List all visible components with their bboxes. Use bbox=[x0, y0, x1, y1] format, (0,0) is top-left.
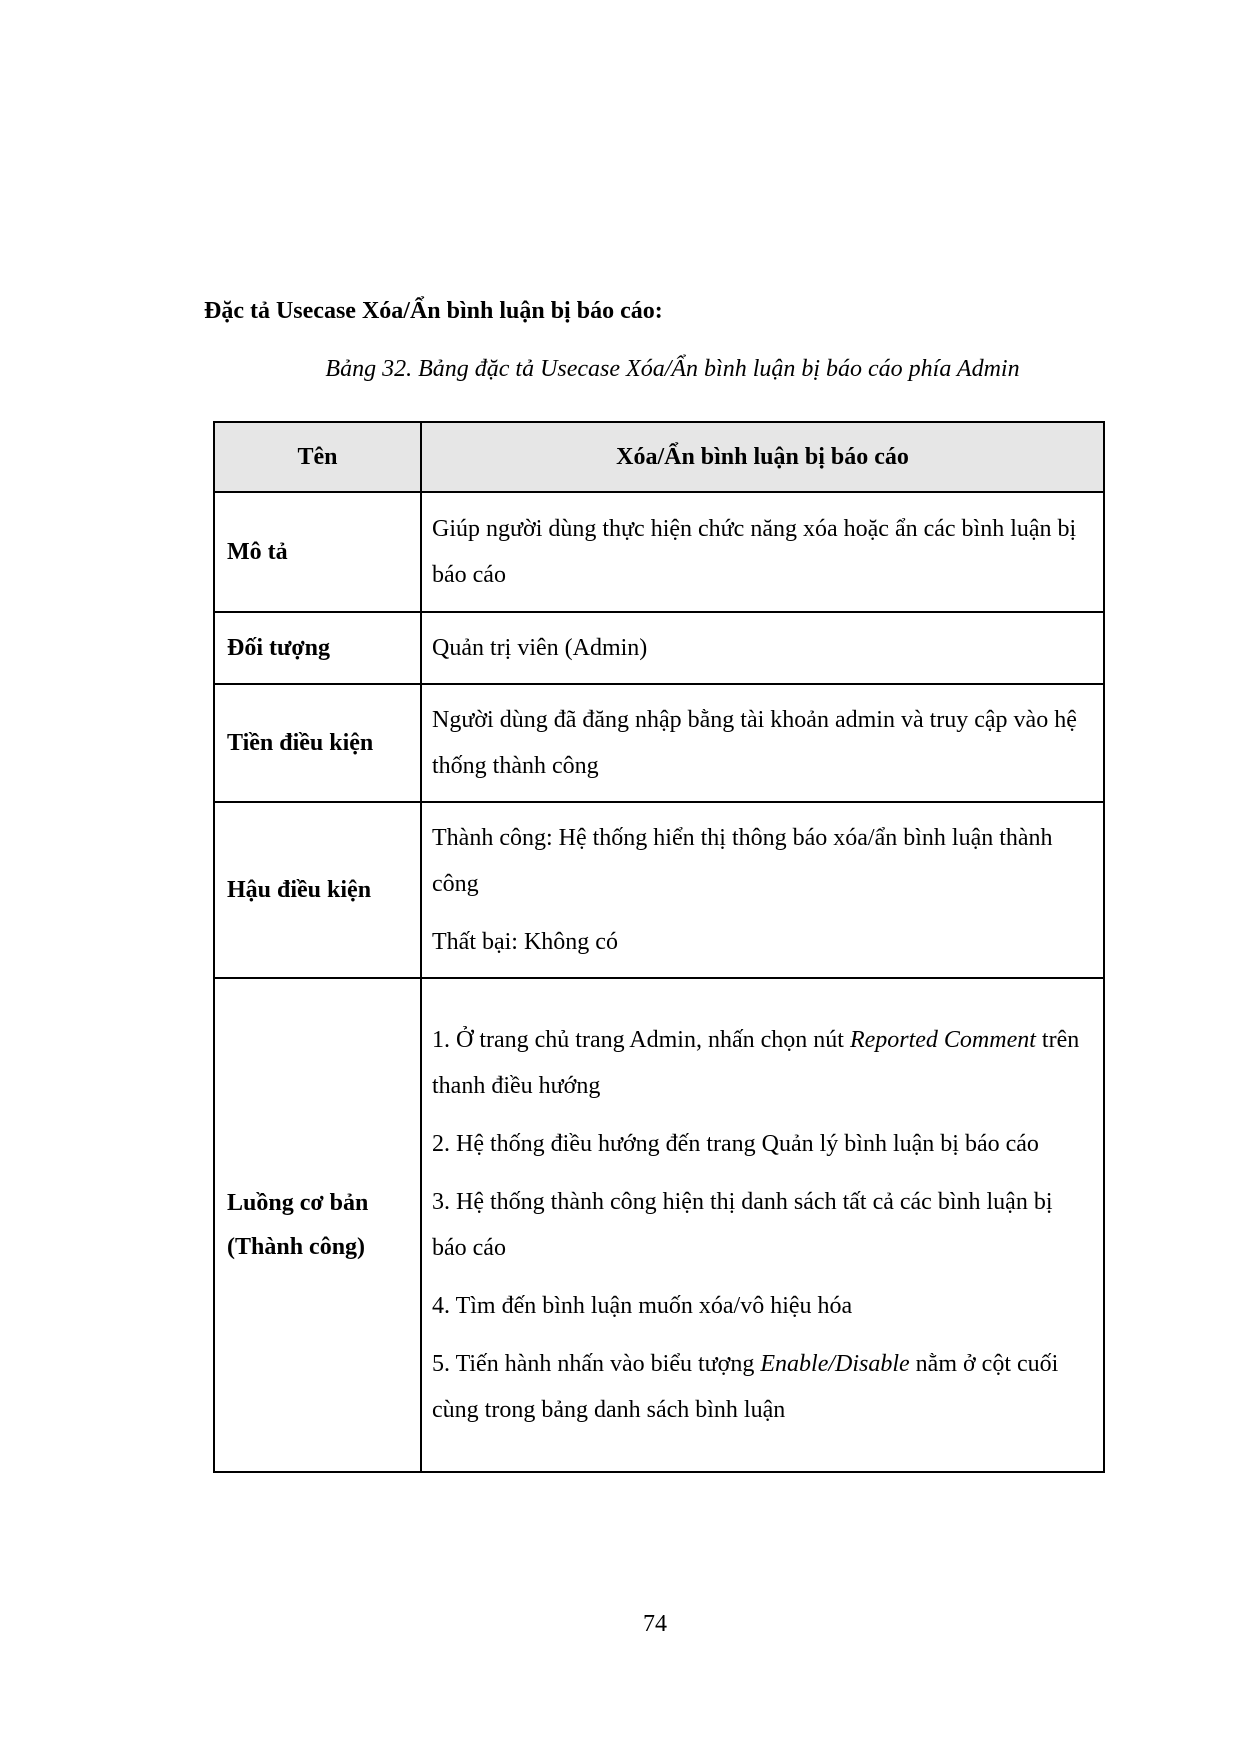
row-value-postcondition bbox=[421, 802, 1104, 978]
flow-step-1-prefix: 1. Ở trang chủ trang Admin, nhấn chọn nút bbox=[432, 1027, 850, 1053]
flow-step-5-prefix: 5. Tiến hành nhấn vào biểu tượng bbox=[432, 1351, 761, 1377]
flow-step-3: 3. Hệ thống thành công hiện thị danh sách tất cả các bình luận bị báo cáo bbox=[432, 1189, 1053, 1261]
row-value-actor bbox=[421, 612, 1104, 684]
table-header-row bbox=[214, 422, 1104, 492]
flow-step-5 bbox=[432, 1341, 1093, 1433]
header-name-label: Tên bbox=[214, 422, 421, 492]
flow-step-4: 4. Tìm đến bình luận muốn xóa/vô hiệu hóa bbox=[432, 1293, 853, 1319]
flow-step-1 bbox=[432, 1017, 1093, 1109]
table-caption: Bảng 32. Bảng đặc tả Usecase Xóa/Ẩn bình luận bị báo cáo phía Admin bbox=[325, 356, 1020, 382]
row-value-basic-flow bbox=[421, 978, 1104, 1472]
flow-step-5-suffix: nằm ở cột cuối cùng trong bảng danh sách bình luận bbox=[432, 1351, 1059, 1423]
flow-step-1-button-name: Reported Comment bbox=[849, 1027, 1036, 1053]
row-label-precondition: Tiền điều kiện bbox=[214, 684, 421, 802]
row-label-postcondition: Hậu điều kiện bbox=[214, 802, 421, 978]
section-heading: Đặc tả Usecase Xóa/Ẩn bình luận bị báo cáo: bbox=[204, 298, 663, 324]
row-label-actor: Đối tượng bbox=[214, 612, 421, 684]
postcondition-failure-text: Thất bại: Không có bbox=[432, 929, 618, 955]
row-label-description: Mô tả bbox=[214, 492, 421, 612]
table-row-basic-flow bbox=[214, 978, 1104, 1472]
description-text: Giúp người dùng thực hiện chức năng xóa hoặc ẩn các bình luận bị báo cáo bbox=[432, 516, 1077, 588]
flow-step-2: 2. Hệ thống điều hướng đến trang Quản lý bình luận bị báo cáo bbox=[432, 1131, 1039, 1157]
table-row-description bbox=[214, 492, 1104, 612]
row-value-precondition bbox=[421, 684, 1104, 802]
basic-flow-label-line1: Luồng cơ bản bbox=[227, 1190, 369, 1216]
table-row-actor bbox=[214, 612, 1104, 684]
table-row-precondition bbox=[214, 684, 1104, 802]
row-label-basic-flow bbox=[214, 978, 421, 1472]
basic-flow-label-line2: (Thành công) bbox=[227, 1234, 366, 1260]
flow-step-1-suffix: trên thanh điều hướng bbox=[432, 1027, 1080, 1099]
usecase-spec-table bbox=[213, 421, 1105, 1473]
flow-step-5-icon-name: Enable/Disable bbox=[760, 1351, 910, 1377]
postcondition-success-text: Thành công: Hệ thống hiển thị thông báo xóa/ẩn bình luận thành công bbox=[432, 825, 1053, 897]
actor-text: Quản trị viên (Admin) bbox=[432, 635, 648, 661]
table-row-postcondition bbox=[214, 802, 1104, 978]
page-number: 74 bbox=[643, 1611, 667, 1637]
header-usecase-title: Xóa/Ẩn bình luận bị báo cáo bbox=[421, 422, 1104, 492]
precondition-text: Người dùng đã đăng nhập bằng tài khoản admin và truy cập vào hệ thống thành công bbox=[432, 707, 1077, 779]
row-value-description bbox=[421, 492, 1104, 612]
